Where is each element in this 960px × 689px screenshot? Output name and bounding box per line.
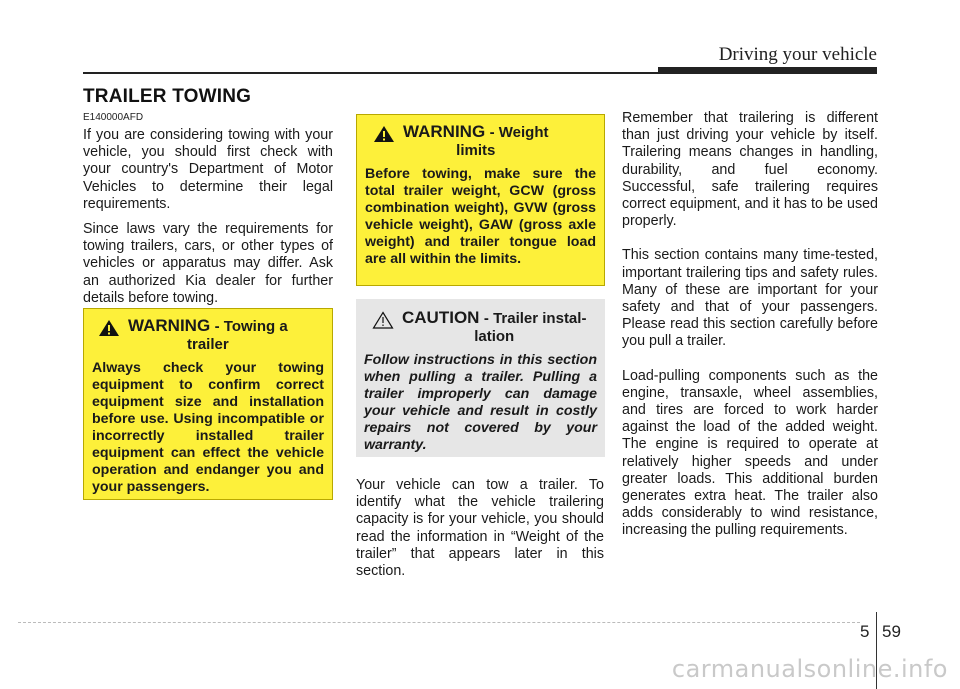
section-title: TRAILER TOWING [83, 86, 252, 107]
caution-label: CAUTION [402, 308, 480, 327]
caution-header [372, 309, 597, 346]
warning-body: Before towing, make sure the total trailer weight, GCW (gross combination weight), GVW (gross vehicle weight), GAW (gross axle weight) and trailer tongue load are all within the limits. [365, 166, 596, 267]
warning-header [373, 123, 596, 160]
header-rule [83, 72, 663, 74]
column-1 [83, 127, 333, 315]
warning-label: WARNING [128, 316, 211, 335]
watermark: carmanualsonline.info [671, 655, 948, 683]
paragraph: This section contains many time-tested, important trailering tips and safety rules. Many of these are important for your safety and that of your passengers. Please read this section carefully before you pull a trailer. [622, 247, 878, 350]
warning-title-line2: trailer [186, 336, 229, 353]
caution-box-installation [356, 299, 605, 457]
footer-rule [18, 622, 860, 623]
header-rule-thick [658, 67, 877, 74]
column-3 [622, 110, 878, 557]
warning-box-weight [356, 114, 605, 286]
warning-title-line2: limits [456, 142, 496, 159]
caution-body: Follow instructions in this section when pulling a trailer. Pulling a trailer improperly can damage your vehicle and result in costly repairs not covered by your warranty. [364, 352, 597, 453]
section-code: E140000AFD [83, 112, 144, 123]
chapter-title: Driving your vehicle [718, 44, 877, 65]
caution-title: - Trailer instal- [483, 310, 587, 327]
paragraph: Load-pulling components such as the engine, transaxle, wheel assemblies, and tires are forced to work harder against the load of the added weight. The engine is required to operate at relatively higher speeds and under greater loads. This additional burden generates extra heat. The trailer also adds considerably to wind resistance, increasing the pulling requirements. [622, 367, 878, 539]
page-number: 59 [882, 622, 901, 641]
warning-body: Always check your towing equipment to confirm correct equipment size and installation before use. Using incompatible or incorrectly installed trailer equipment can effect the vehicle operation and endanger you and your passengers. [92, 360, 324, 495]
caution-triangle-icon [372, 311, 394, 329]
caution-heading [402, 309, 586, 346]
paragraph: Your vehicle can tow a trailer. To identify what the vehicle trailering capacity is for your vehicle, you should read the information in “Weight of the trailer” that appears later in this section. [356, 477, 604, 580]
caution-title-line2: lation [474, 328, 515, 345]
warning-box-towing [83, 308, 333, 500]
warning-header [98, 317, 324, 354]
paragraph: Remember that trailering is different than just driving your vehicle by itself. Trailering means changes in handling, durability, and fuel economy. Successful, safe trailering requires correct equipment, and it has to be used properly. [622, 110, 878, 230]
warning-title: - Towing a [214, 318, 288, 335]
paragraph: If you are considering towing with your vehicle, you should first check with your country's Department of Motor Vehicles to determine their legal requirements. [83, 127, 333, 212]
warning-triangle-icon [373, 125, 395, 143]
section-number: 5 [860, 622, 870, 641]
warning-title: - Weight [489, 124, 549, 141]
column-2-text [356, 477, 604, 588]
warning-triangle-icon [98, 319, 120, 337]
paragraph: Since laws vary the requirements for towing trailers, cars, or other types of vehicles or apparatus may differ. Ask an authorized Kia dealer for further details before towing. [83, 221, 333, 306]
warning-label: WARNING [403, 122, 486, 141]
warning-heading [403, 123, 549, 160]
warning-heading [128, 317, 288, 354]
